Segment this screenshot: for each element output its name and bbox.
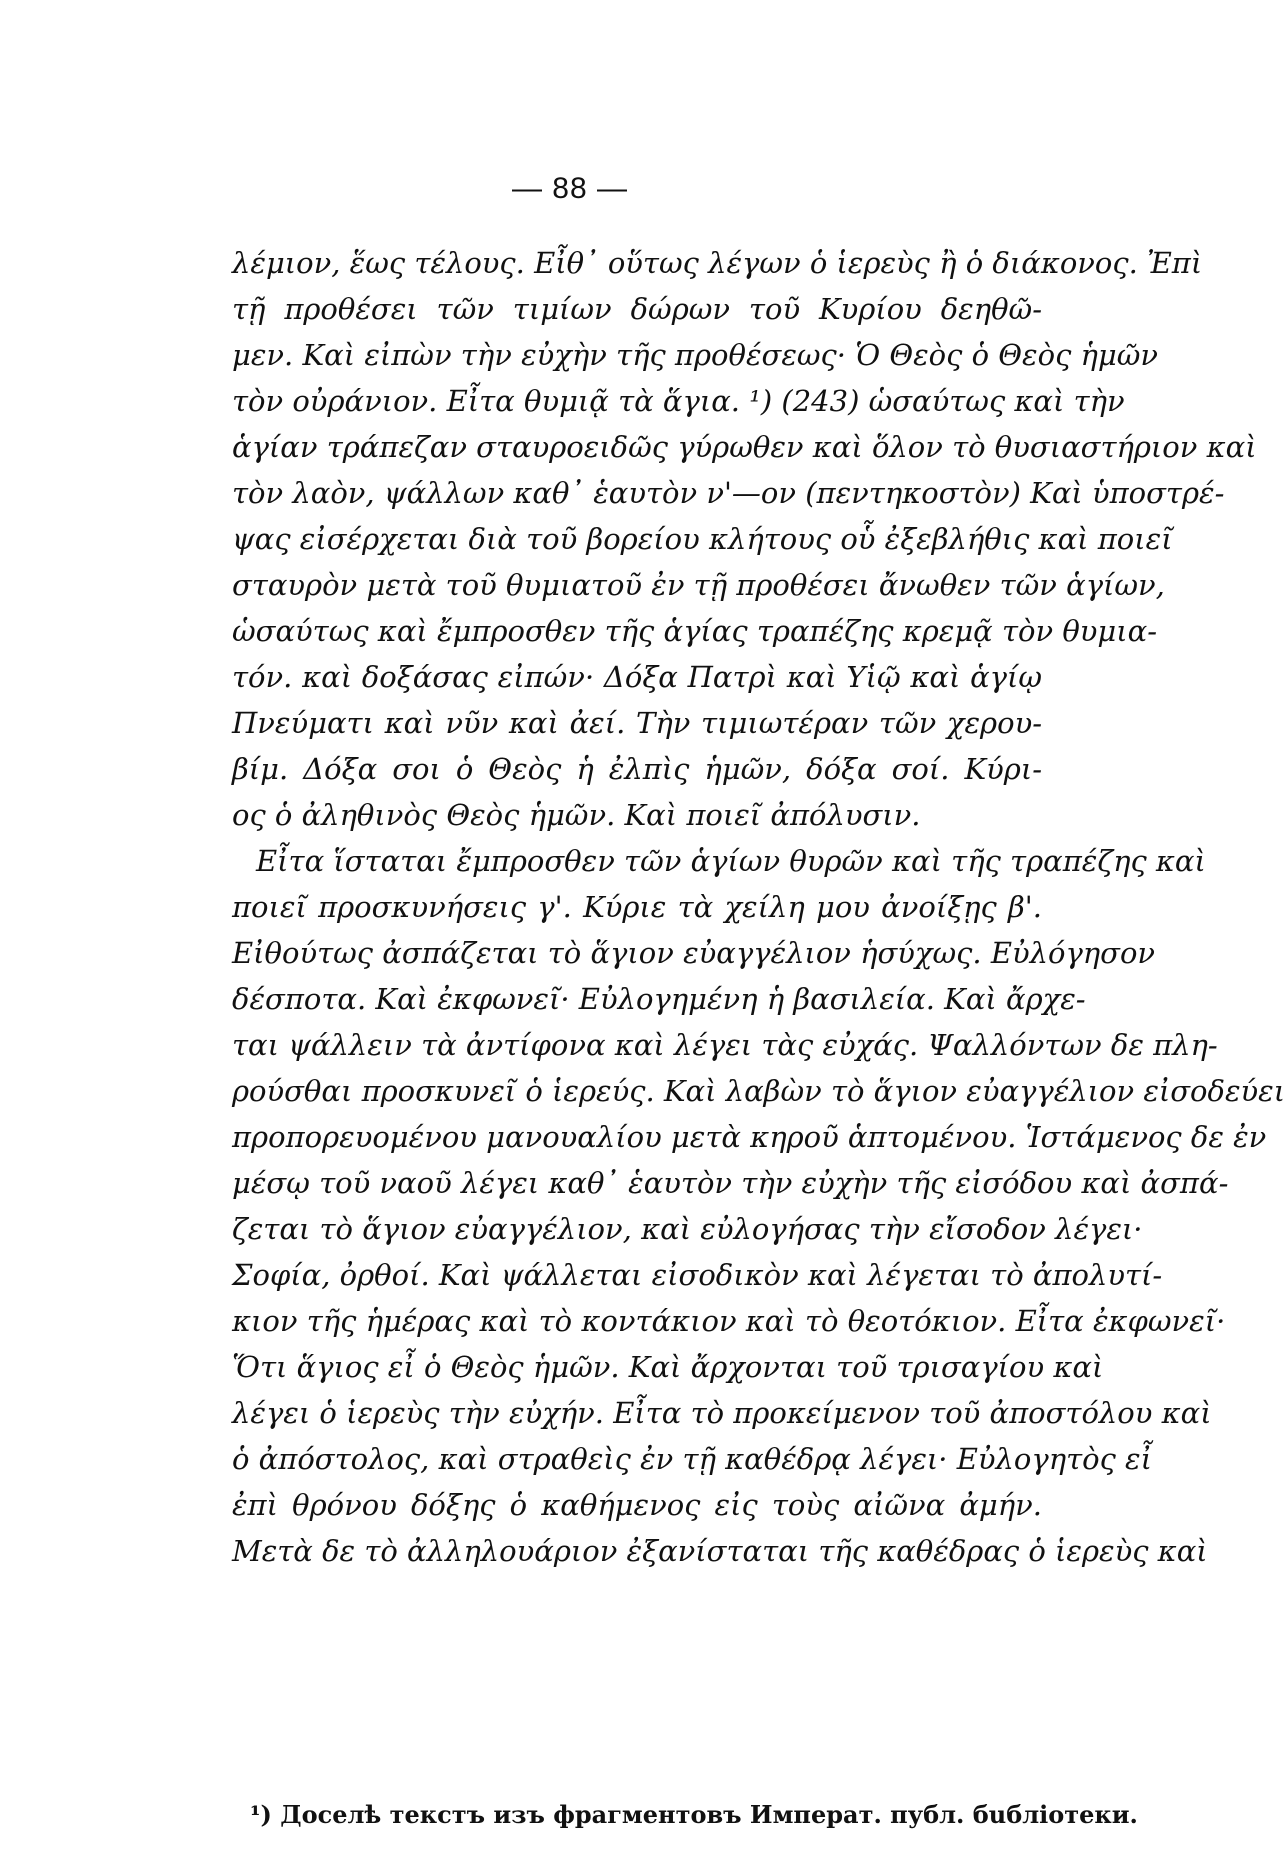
footnote [250,1800,1138,1829]
page-number: — 88 — [511,172,629,205]
text-line: μέσῳ τοῦ ναοῦ λέγει καθ᾽ ἑαυτὸν τὴν εὐχὴν τῆς εἰσόδου καὶ ἀσπά- [232,1166,1229,1200]
footnote-text: Доселѣ текстъ изъ фрагментовъ Императ. публ. бuбліотеки. [280,1800,1138,1829]
text-line: ται ψάλλειν τὰ ἀντίφονα καὶ λέγει τὰς εὐχάς. Ψαλλόντων δε πλη- [232,1028,1218,1062]
text-line: κιον τῆς ἡμέρας καὶ τὸ κοντάκιον καὶ τὸ θεοτόκιον. Εἶτα ἐκφωνεῖ· [232,1304,1226,1338]
text-line: ρούσθαι προσκυνεῖ ὁ ἱερεύς. Καὶ λαβὼν τὸ ἅγιον εὐαγγέλιον εἰσοδεύει [232,1074,1285,1108]
text-line: λέμιον, ἕως τέλους. Εἶθ᾽ οὕτως λέγων ὁ ἱερεὺς ἢ ὁ διάκονος. Ἐπὶ [232,246,1203,280]
text-line: τὸν λαὸν, ψάλλων καθ᾽ ἑαυτὸν ν'—ον (πεντηκοστὸν) Καὶ ὑποστρέ- [232,476,1225,510]
footnote-marker: ¹) [250,1800,272,1829]
main-text-block [232,240,1285,1574]
text-line: βίμ. Δόξα σοι ὁ Θεὸς ἡ ἐλπὶς ἡμῶν, δόξα σοί. Κύρι- [232,752,1042,786]
text-line: ἁγίαν τράπεζαν σταυροειδῶς γύρωθεν καὶ ὅλον τὸ θυσιαστήριον καὶ [232,430,1257,464]
text-line: ψας εἰσέρχεται διὰ τοῦ βορείου κλήτους οὗ ἐξεβλήθις καὶ ποιεῖ [232,522,1173,556]
text-line: δέσποτα. Καὶ ἐκφωνεῖ· Εὐλογημένη ἡ βασιλεία. Καὶ ἄρχε- [232,982,1086,1016]
text-line: Μετὰ δε τὸ ἀλληλουάριον ἐξανίσταται τῆς καθέδρας ὁ ἱερεὺς καὶ [232,1534,1208,1568]
text-line: Πνεύματι καὶ νῦν καὶ ἀεί. Τὴν τιμιωτέραν τῶν χερου- [232,706,1042,740]
text-line: ὁ ἀπόστολος, καὶ στραθεὶς ἐν τῇ καθέδρᾳ λέγει· Εὐλογητὸς εἶ [232,1442,1152,1476]
text-line: ὡσαύτως καὶ ἔμπροσθεν τῆς ἁγίας τραπέζης κρεμᾷ τὸν θυμια- [232,614,1158,648]
text-line: Ὅτι ἅγιος εἶ ὁ Θεὸς ἡμῶν. Καὶ ἄρχονται τοῦ τρισαγίου καὶ [232,1350,1104,1384]
text-line: Εἰθούτως ἀσπάζεται τὸ ἅγιον εὐαγγέλιον ἡσύχως. Εὐλόγησον [232,936,1156,970]
text-line: ἐπὶ θρόνου δόξης ὁ καθήμενος εἰς τοὺς αἰῶνα ἀμήν. [232,1488,1042,1522]
text-line: ζεται τὸ ἅγιον εὐαγγέλιον, καὶ εὐλογήσας τὴν εἴσοδον λέγει· [232,1212,1143,1246]
text-line: τὸν οὐράνιον. Εἶτα θυμιᾷ τὰ ἅγια. ¹) (243) ὡσαύτως καὶ τὴν [232,384,1125,418]
text-line: ποιεῖ προσκυνήσεις γ'. Κύριε τὰ χείλη μου ἀνοίξῃς β'. [232,890,1042,924]
text-line: Σοφία, ὀρθοί. Καὶ ψάλλεται εἰσοδικὸν καὶ λέγεται τὸ ἀπολυτί- [232,1258,1163,1292]
text-line: προπορευομένου μανουαλίου μετὰ κηροῦ ἁπτομένου. Ἱστάμενος δε ἐν [232,1120,1267,1154]
text-line: τῇ προθέσει τῶν τιμίων δώρων τοῦ Κυρίου δεηθῶ- [232,292,1042,326]
text-line: Εἶτα ἵσταται ἔμπροσθεν τῶν ἁγίων θυρῶν καὶ τῆς τραπέζης καὶ [256,844,1206,878]
text-line: τόν. καὶ δοξάσας εἰπών· Δόξα Πατρὶ καὶ Υἱῷ καὶ ἁγίῳ [232,660,1042,694]
text-line: μεν. Καὶ εἰπὼν τὴν εὐχὴν τῆς προθέσεως· Ὁ Θεὸς ὁ Θεὸς ἡμῶν [232,338,1159,372]
text-line: ος ὁ ἀληθινὸς Θεὸς ἡμῶν. Καὶ ποιεῖ ἀπόλυσιν. [232,798,921,832]
text-line: σταυρὸν μετὰ τοῦ θυμιατοῦ ἐν τῇ προθέσει ἄνωθεν τῶν ἁγίων, [232,568,1165,602]
text-line: λέγει ὁ ἱερεὺς τὴν εὐχήν. Εἶτα τὸ προκείμενον τοῦ ἀποστόλου καὶ [232,1396,1212,1430]
